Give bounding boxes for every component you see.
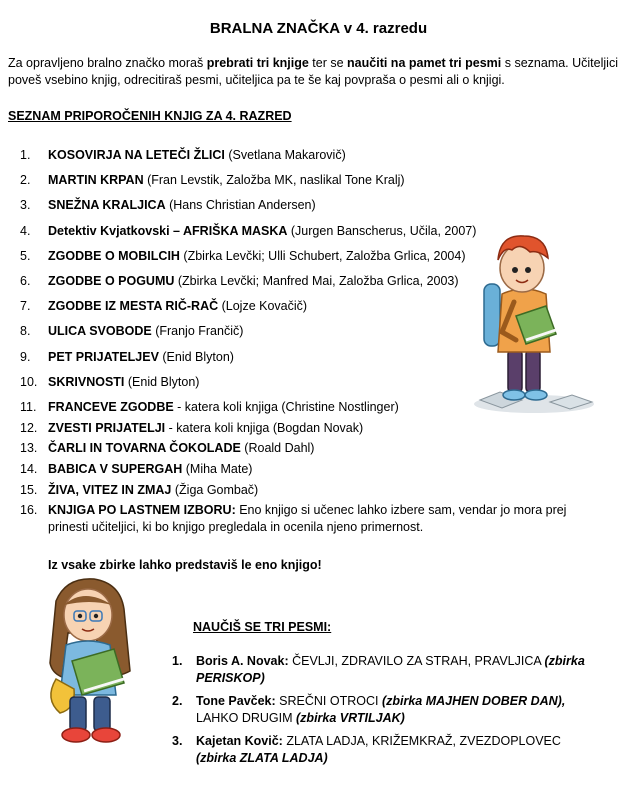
book-number: 2. (20, 173, 31, 188)
book-title: ZGODBE O POGUMU (48, 273, 175, 288)
poem-item (172, 733, 602, 767)
boy-reading-book-illustration (462, 232, 602, 418)
book-title: BABICA V SUPERGAH (48, 461, 183, 476)
book-number: 10. (20, 374, 38, 389)
poem-titles: SREČNI OTROCI (275, 694, 382, 708)
book-number: 13. (20, 441, 38, 456)
book-info: (Hans Christian Andersen) (165, 198, 316, 213)
book-item (20, 461, 610, 482)
document-title: BRALNA ZNAČKA v 4. razredu (209, 20, 428, 37)
book-title: Detektiv Kvjatkovski – AFRIŠKA MASKA (48, 223, 288, 238)
poem-author: Tone Pavček: (196, 694, 276, 708)
book-title: ZGODBE O MOBILCIH (48, 248, 180, 263)
book-title: ŽIVA, VITEZ IN ZMAJ (48, 482, 172, 497)
book-info: - katera koli knjiga (Christine Nostlinger) (173, 399, 399, 414)
book-number: 4. (20, 223, 31, 238)
book-item (20, 197, 610, 222)
book-number: 8. (20, 324, 31, 339)
book-title: PET PRIJATELJEV (48, 349, 159, 364)
collection-note: Iz vsake zbirke lahko predstaviš le eno knjigo! (48, 558, 322, 572)
intro-bold-1: prebrati tri knjige (206, 56, 309, 70)
book-item (20, 502, 610, 536)
poem-collection-extra: (zbirka VRTILJAK) (296, 711, 405, 725)
book-title: ULICA SVOBODE (48, 324, 152, 339)
book-number: 11. (20, 399, 37, 414)
book-number: 15. (20, 482, 38, 497)
poem-titles: ČEVLJI, ZDRAVILO ZA STRAH, PRAVLJICA (288, 654, 545, 668)
book-info: (Svetlana Makarovič) (224, 148, 346, 162)
book-number: 14. (20, 461, 38, 476)
sneaker (92, 728, 120, 742)
book-title: SNEŽNA KRALJICA (48, 198, 166, 213)
book-number: 1. (20, 148, 31, 162)
poem-number: 2. (172, 694, 183, 708)
book-number: 3. (20, 198, 31, 213)
poem-item (172, 653, 602, 687)
book-title: ZVESTI PRIJATELJI (48, 420, 166, 435)
poem-item (172, 693, 602, 727)
book-number: 16. (20, 503, 38, 518)
girl-reading-book-illustration (30, 575, 150, 755)
book-info: (Lojze Kovačič) (218, 299, 308, 314)
eye (94, 614, 98, 618)
poem-number: 1. (172, 654, 183, 668)
leg (94, 697, 110, 731)
book-list-heading: SEZNAM PRIPOROČENIH KNJIG ZA 4. RAZRED (8, 109, 292, 123)
poem-author: Kajetan Kovič: (196, 734, 283, 748)
book-number: 9. (20, 349, 31, 364)
intro-text-1: Za opravljeno bralno značko moraš (8, 56, 207, 70)
book-item (20, 147, 610, 172)
poem-list (172, 653, 602, 773)
book-title: KOSOVIRJA NA LETEČI ŽLICI (48, 148, 225, 162)
intro-text-2: ter se (308, 56, 348, 70)
poem-author: Boris A. Novak: (196, 654, 289, 668)
poems-heading: NAUČIŠ SE TRI PESMI: (193, 620, 332, 634)
leg (508, 350, 522, 392)
book-info: (Zbirka Levčki; Manfred Mai, Založba Grlica, 2003) (174, 273, 459, 288)
intro-paragraph (8, 55, 628, 89)
book-title: ZGODBE IZ MESTA RIČ-RAČ (48, 299, 219, 314)
poem-collection: (zbirka ZLATA LADJA) (196, 751, 328, 765)
poem-titles-extra: LAHKO DRUGIM (196, 711, 297, 725)
leg (526, 350, 540, 392)
sneaker (525, 390, 547, 400)
poem-collection: (zbirka PERISKOP) (196, 654, 585, 685)
poem-number: 3. (172, 734, 183, 748)
book-info: (Fran Levstik, Založba MK, naslikal Tone Kralj) (143, 173, 405, 188)
book-title: KNJIGA PO LASTNEM IZBORU: (48, 503, 236, 518)
intro-bold-2: naučiti na pamet tri pesmi (347, 56, 502, 70)
book-item (20, 482, 610, 503)
book-info: (Enid Blyton) (158, 349, 234, 364)
leg (70, 697, 86, 731)
book-title: ČARLI IN TOVARNA ČOKOLADE (48, 441, 241, 456)
book-title: SKRIVNOSTI (48, 374, 125, 389)
book-info: (Miha Mate) (182, 461, 253, 476)
backpack-icon (484, 284, 500, 346)
sneaker (503, 390, 525, 400)
book-info: (Zbirka Levčki; Ulli Schubert, Založba Grlica, 2004) (179, 248, 466, 263)
book-info: (Žiga Gombač) (171, 482, 259, 497)
book-info: - katera koli knjiga (Bogdan Novak) (165, 420, 364, 435)
book-info: (Enid Blyton) (124, 374, 200, 389)
book-item (20, 172, 610, 197)
book-title: MARTIN KRPAN (48, 173, 144, 188)
eye (78, 614, 82, 618)
book-info: (Jurgen Banscherus, Učila, 2007) (287, 223, 477, 238)
book-info: (Franjo Frančič) (151, 324, 244, 339)
book-info: Eno knjigo si učenec lahko izbere sam, vendar jo mora prej prinesti učiteljici, ki bo knjigo pregledala in ocenila njeno primernost. (48, 503, 567, 535)
sneaker (62, 728, 90, 742)
book-info: (Roald Dahl) (240, 441, 315, 456)
book-number: 12. (20, 420, 38, 435)
book-number: 7. (20, 299, 31, 314)
eye (525, 267, 531, 273)
book-title: FRANCEVE ZGODBE (48, 399, 174, 414)
book-number: 5. (20, 248, 31, 263)
book-number: 6. (20, 273, 31, 288)
book-item (20, 420, 610, 441)
intro-text-3: s seznama. Učiteljici poveš vsebino knjig, odrecitiraš pesmi, učiteljica pa te še kaj povpraša o pesmi ali o knjigi. (8, 56, 618, 87)
poem-collection: (zbirka MAJHEN DOBER DAN), (381, 694, 566, 708)
eye (512, 267, 518, 273)
poem-titles: ZLATA LADJA, KRIŽEMKRAŽ, ZVEZDOPLOVEC (282, 734, 561, 748)
book-item (20, 440, 610, 461)
